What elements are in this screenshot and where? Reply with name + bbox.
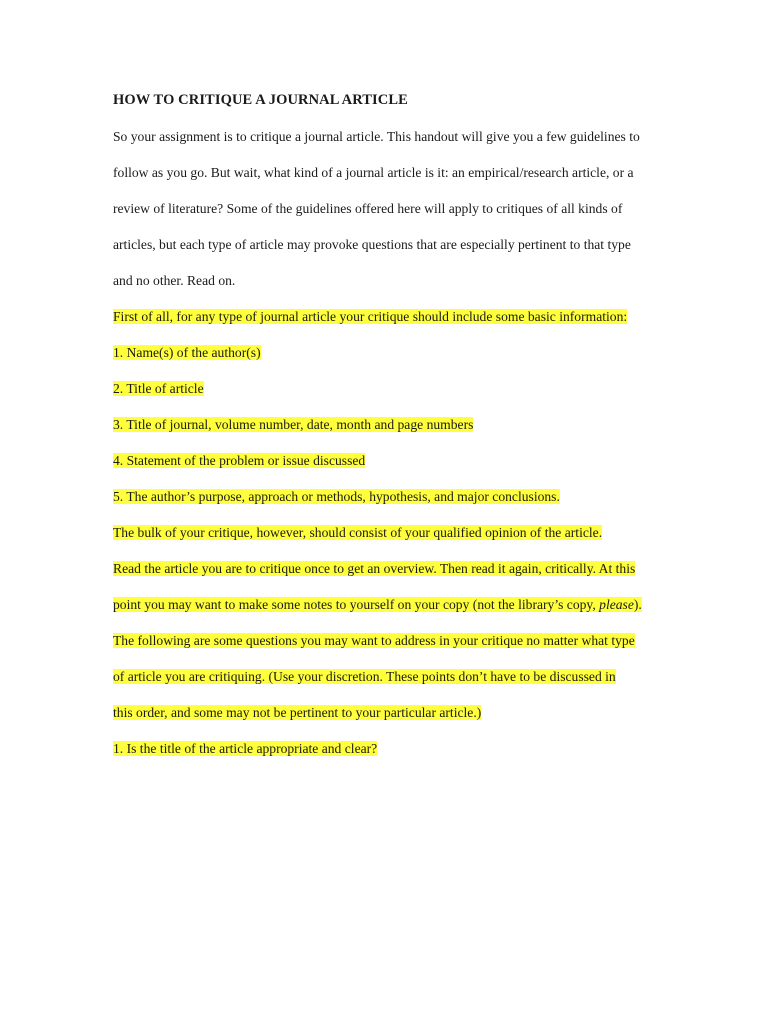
highlighted-text: 5. The author’s purpose, approach or methods, hypothesis, and major conclusions.: [113, 489, 560, 504]
paragraph: [113, 272, 658, 290]
highlighted-text: Read the article you are to critique once to get an overview. Then read it again, critically. At this: [113, 561, 636, 576]
paragraph-text: follow as you go. But wait, what kind of a journal article is it: an empirical/research article, or a: [113, 165, 634, 180]
list-item: [113, 416, 658, 434]
highlighted-paragraph: [113, 632, 658, 650]
paragraph: [113, 128, 658, 146]
highlighted-text: The bulk of your critique, however, should consist of your qualified opinion of the article.: [113, 525, 603, 540]
list-item: [113, 740, 658, 758]
highlighted-paragraph: [113, 596, 658, 614]
highlighted-text: 1. Name(s) of the author(s): [113, 345, 261, 360]
highlighted-text: 2. Title of article: [113, 381, 204, 396]
list-item: [113, 344, 658, 362]
paragraph: [113, 236, 658, 254]
highlighted-text: 4. Statement of the problem or issue discussed: [113, 453, 366, 468]
paragraph-text: and no other. Read on.: [113, 273, 236, 288]
highlighted-text: 3. Title of journal, volume number, date, month and page numbers: [113, 417, 474, 432]
highlighted-text: First of all, for any type of journal article your critique should include some basic information:: [113, 309, 628, 324]
paragraph-tail-text: ).: [633, 597, 642, 612]
highlighted-text: [113, 597, 642, 612]
highlighted-paragraph: [113, 704, 658, 722]
highlighted-paragraph: [113, 560, 658, 578]
list-item: [113, 380, 658, 398]
list-item: [113, 488, 658, 506]
highlighted-text: of article you are critiquing. (Use your discretion. These points don’t have to be discussed in: [113, 669, 616, 684]
highlighted-paragraph: [113, 668, 658, 686]
document-page: [113, 92, 658, 776]
highlighted-text: The following are some questions you may want to address in your critique no matter what type: [113, 633, 635, 648]
paragraph-main-text: point you may want to make some notes to yourself on your copy (not the library’s copy,: [113, 597, 596, 612]
paragraph-text: review of literature? Some of the guidelines offered here will apply to critiques of all kinds of: [113, 201, 623, 216]
document-title: HOW TO CRITIQUE A JOURNAL ARTICLE: [113, 92, 408, 108]
highlighted-text: 1. Is the title of the article appropriate and clear?: [113, 741, 378, 756]
highlighted-paragraph: [113, 308, 658, 326]
paragraph: [113, 200, 658, 218]
highlighted-text: this order, and some may not be pertinent to your particular article.): [113, 705, 482, 720]
list-item: [113, 452, 658, 470]
italic-emphasis: please: [599, 597, 634, 612]
highlighted-paragraph: [113, 524, 658, 542]
paragraph-text: articles, but each type of article may provoke questions that are especially pertinent to that type: [113, 237, 631, 252]
paragraph: [113, 164, 658, 182]
paragraph-text: So your assignment is to critique a journal article. This handout will give you a few guidelines to: [113, 129, 640, 144]
